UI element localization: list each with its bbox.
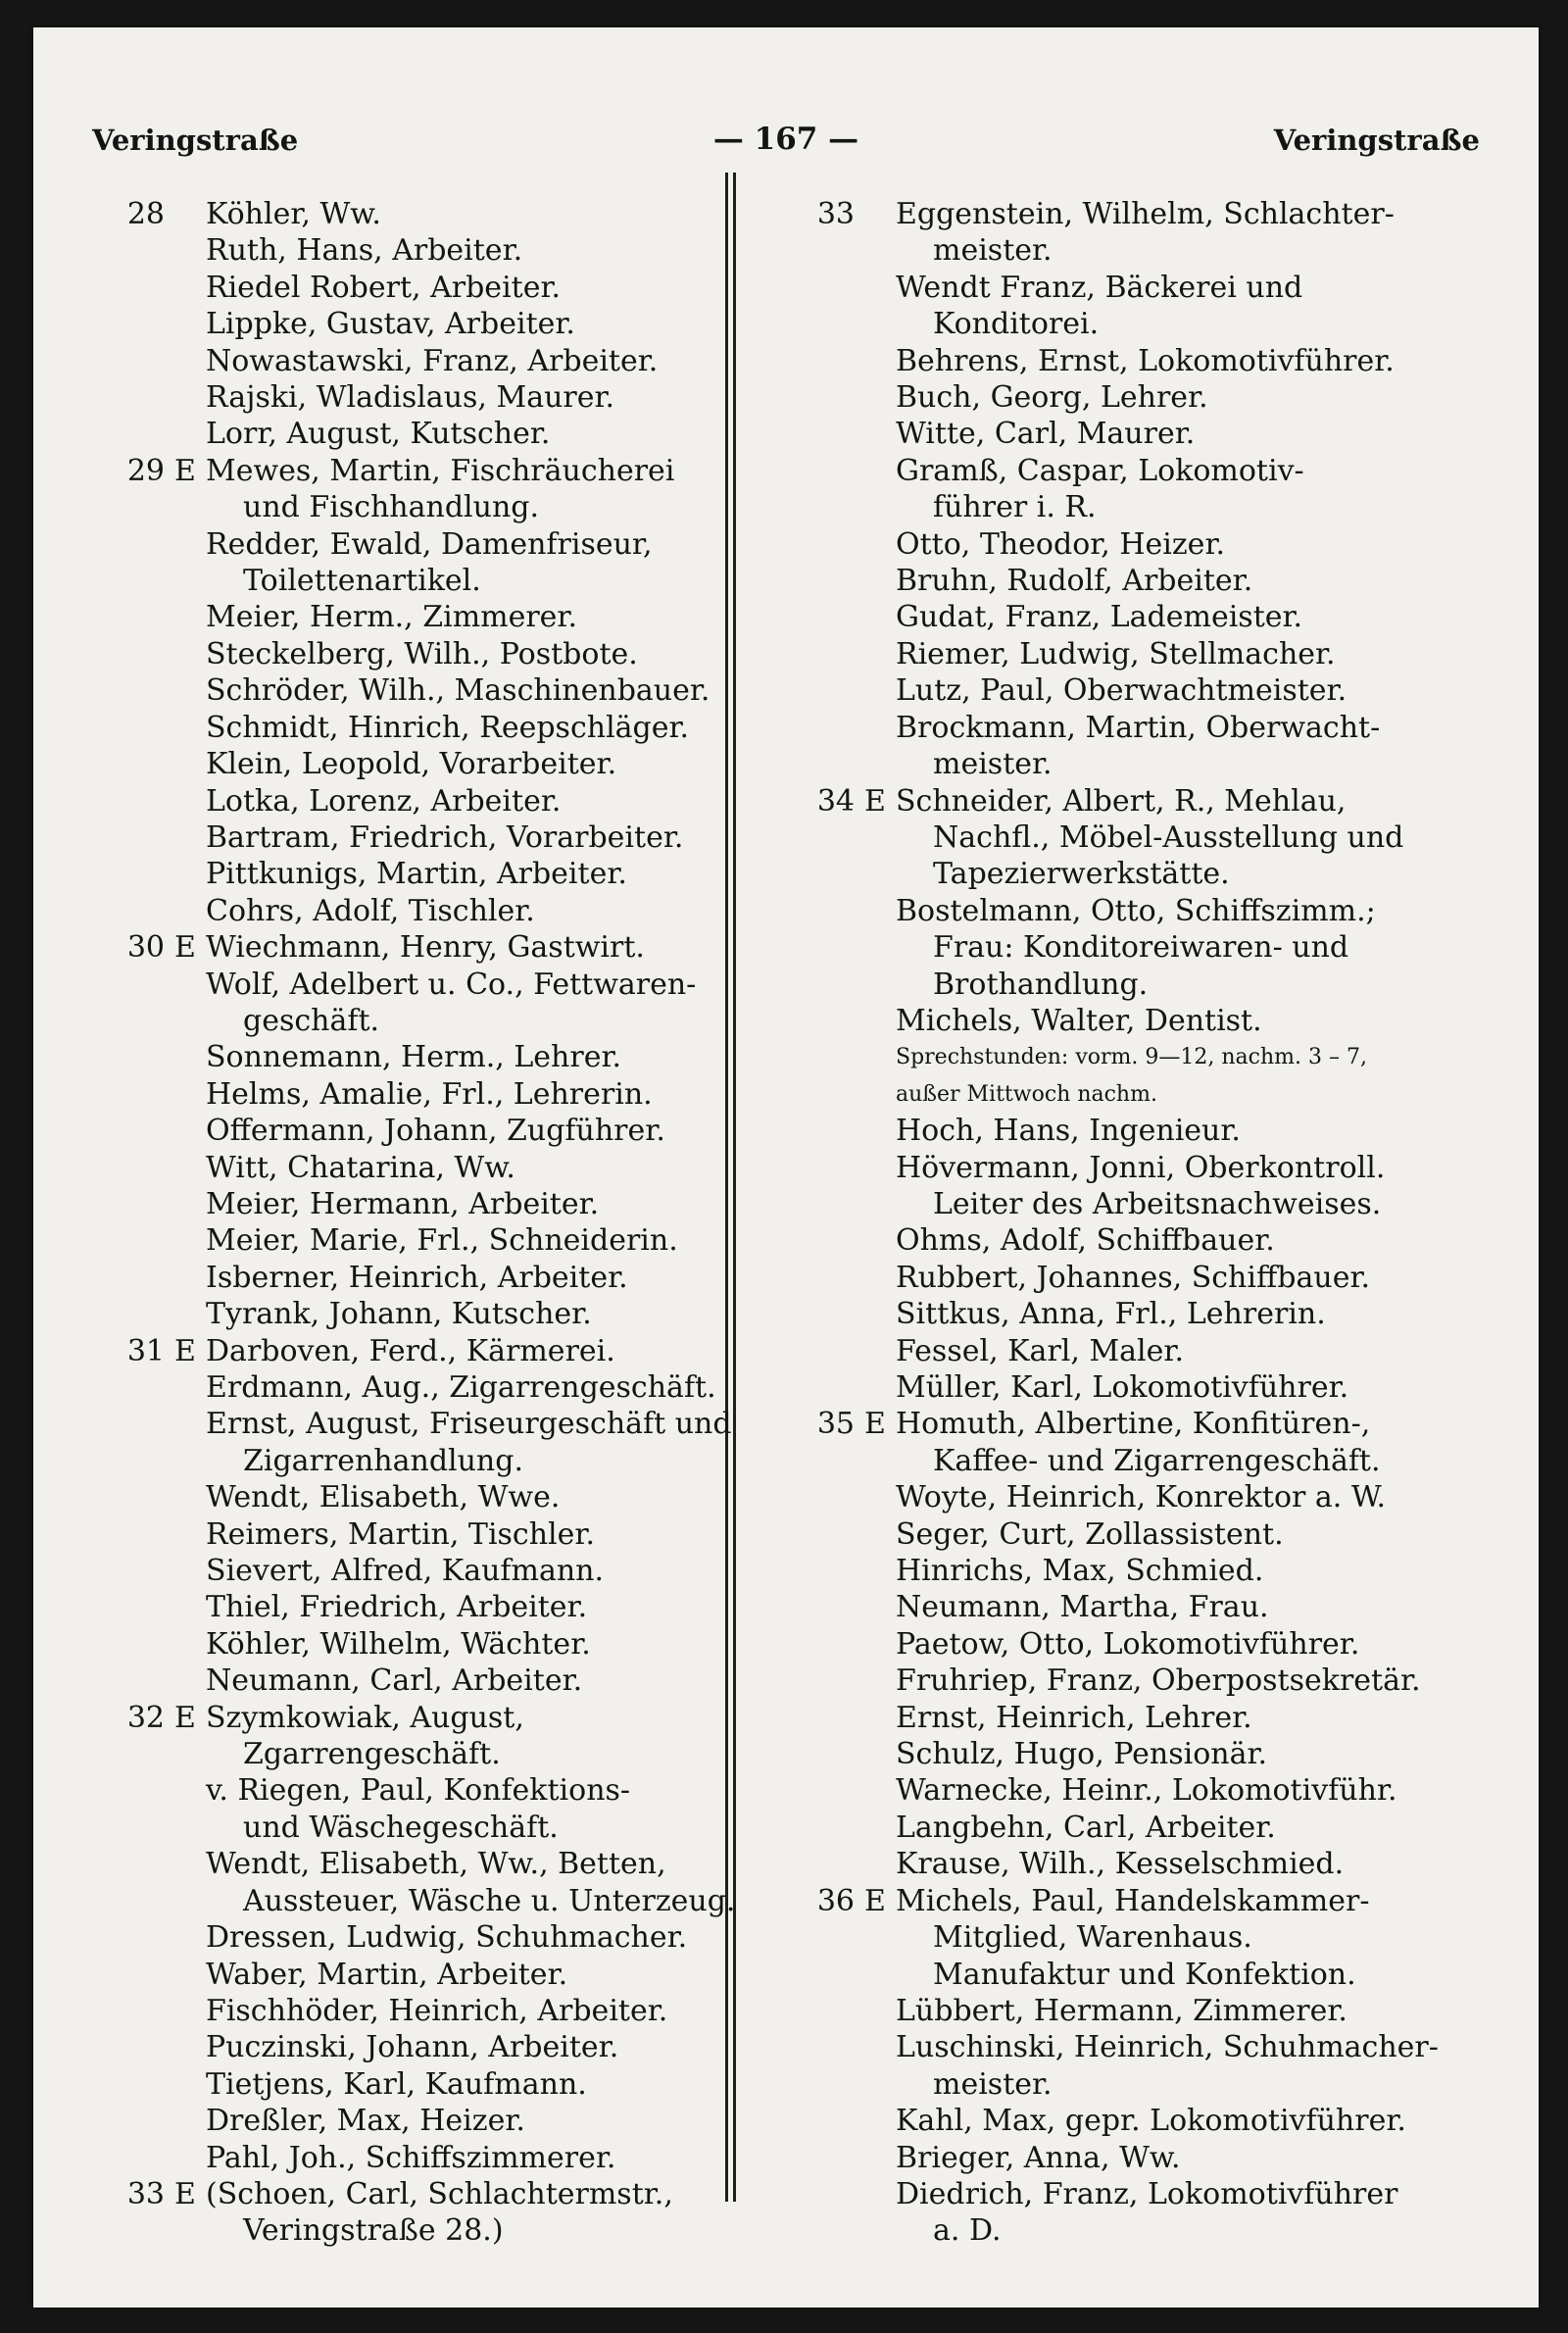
directory-entry [108, 1479, 755, 1515]
entry-line: Neumann, Martha, Frau. [896, 1590, 1269, 1625]
directory-entry [108, 636, 755, 672]
entry-line: (Schoen, Carl, Schlachtermstr., [206, 2176, 673, 2211]
entry-line: Toilettenartikel. [243, 564, 481, 599]
page-header [92, 114, 1480, 167]
entry-line: Langbehn, Carl, Arbeiter. [896, 1810, 1276, 1845]
entry-line: Schulz, Hugo, Pensionär. [896, 1737, 1268, 1772]
directory-entry [108, 2029, 755, 2065]
house-number: 34 [816, 783, 855, 819]
directory-entry [798, 599, 1484, 635]
house-number: 36 [816, 1883, 855, 1918]
entry-line: Zgarrengeschäft. [243, 1737, 501, 1772]
entry-line: Müller, Karl, Lokomotivführer. [896, 1370, 1349, 1405]
owner-marker: E [174, 930, 196, 966]
entry-line: Witte, Carl, Maurer. [896, 417, 1196, 452]
house-number: 30 [126, 930, 165, 966]
entry-line: führer i. R. [933, 490, 1097, 525]
directory-entry [108, 1406, 755, 1479]
header-street-left: Veringstraße [92, 124, 299, 157]
entry-line: Tietjens, Karl, Kaufmann. [206, 2066, 587, 2102]
header-street-right: Veringstraße [1273, 124, 1480, 157]
directory-entry [108, 893, 755, 929]
entry-line: Veringstraße 28.) [243, 2213, 504, 2249]
directory-entry [108, 967, 755, 1040]
directory-entry [798, 1700, 1484, 1736]
entry-line: Witt, Chatarina, Ww. [206, 1150, 515, 1185]
entry-line: Hinrichs, Max, Schmied. [896, 1554, 1264, 1589]
directory-entry [108, 1333, 755, 1369]
entry-line: und Fischhandlung. [243, 490, 540, 525]
entry-line: Bartram, Friedrich, Vorarbeiter. [206, 819, 684, 855]
entry-line: Ruth, Hans, Arbeiter. [206, 233, 523, 269]
entry-line: Helms, Amalie, Frl., Lehrerin. [206, 1076, 653, 1112]
entry-line: Wiechmann, Henry, Gastwirt. [206, 930, 645, 966]
directory-entry [798, 1406, 1484, 1479]
entry-line: Bostelmann, Otto, Schiffszimm.; [896, 893, 1376, 928]
entry-line: Dressen, Ludwig, Schuhmacher. [206, 1920, 688, 1956]
entry-line: Woyte, Heinrich, Konrektor a. W. [896, 1480, 1386, 1515]
entry-line: Schröder, Wilh., Maschinenbauer. [206, 673, 710, 709]
entry-line: Waber, Martin, Arbeiter. [206, 1957, 568, 1992]
entry-line: Warnecke, Heinr., Lokomotivführ. [896, 1773, 1397, 1809]
directory-entry [108, 1957, 755, 1993]
entry-line: Bruhn, Rudolf, Arbeiter. [896, 564, 1253, 599]
directory-entry [798, 343, 1484, 379]
entry-line: Meier, Marie, Frl., Schneiderin. [206, 1223, 678, 1259]
directory-entry [108, 1076, 755, 1113]
entry-line: Michels, Walter, Dentist. [896, 1003, 1262, 1038]
directory-entry [108, 1260, 755, 1296]
entry-line: Hoch, Hans, Ingenieur. [896, 1114, 1241, 1149]
directory-entry [108, 1296, 755, 1332]
entry-line: Lippke, Gustav, Arbeiter. [206, 307, 575, 342]
entry-line: Ernst, Heinrich, Lehrer. [896, 1700, 1252, 1735]
directory-entry [798, 1553, 1484, 1589]
entry-line: meister. [933, 747, 1053, 782]
entry-line: Fischhöder, Heinrich, Arbeiter. [206, 1993, 668, 2028]
directory-entry [108, 526, 755, 600]
directory-entry [798, 783, 1484, 893]
directory-entry [798, 453, 1484, 526]
entry-line: a. D. [933, 2213, 1002, 2249]
entry-line: Krause, Wilh., Kesselschmied. [896, 1847, 1345, 1882]
directory-entry [108, 2140, 755, 2176]
entry-line: Darboven, Ferd., Kärmerei. [206, 1333, 615, 1368]
entry-line: Wolf, Adelbert u. Co., Fettwaren- [206, 967, 697, 1002]
directory-entry [798, 1222, 1484, 1259]
entry-line: Szymkowiak, August, [206, 1700, 524, 1735]
entry-line: Gramß, Caspar, Lokomotiv- [896, 453, 1304, 488]
directory-entry [108, 196, 755, 232]
directory-entry [798, 563, 1484, 599]
entry-line: Wendt, Elisabeth, Wwe. [206, 1480, 561, 1515]
entry-line: Aussteuer, Wäsche u. Unterzeug. [243, 1883, 736, 1918]
directory-entry [798, 526, 1484, 563]
entry-line: Eggenstein, Wilhelm, Schlachter- [896, 197, 1395, 231]
directory-entry [108, 1993, 755, 2029]
entry-line: Isberner, Heinrich, Arbeiter. [206, 1260, 628, 1295]
directory-entry [108, 1772, 755, 1846]
owner-marker: E [174, 2176, 196, 2211]
entry-line: Otto, Theodor, Heizer. [896, 526, 1226, 562]
house-number: 33 [126, 2176, 165, 2211]
entry-line: Behrens, Ernst, Lokomotivführer. [896, 343, 1395, 378]
house-number: 32 [126, 1700, 165, 1735]
entry-line: Sonnemann, Herm., Lehrer. [206, 1040, 622, 1075]
directory-entry [798, 1810, 1484, 1846]
entry-line: Brieger, Anna, Ww. [896, 2140, 1181, 2175]
entry-line: Riemer, Ludwig, Stellmacher. [896, 636, 1336, 671]
directory-entry [108, 1919, 755, 1956]
directory-entry [108, 819, 755, 856]
entry-line: Pittkunigs, Martin, Arbeiter. [206, 857, 627, 892]
entry-line: Michels, Paul, Handelskammer- [896, 1883, 1370, 1918]
owner-marker: E [864, 1407, 886, 1442]
entry-line: Klein, Leopold, Vorarbeiter. [206, 747, 617, 782]
directory-entry [798, 1260, 1484, 1296]
directory-entry [108, 416, 755, 452]
directory-entry [108, 379, 755, 416]
entry-line: Brockmann, Martin, Oberwacht- [896, 710, 1381, 745]
house-number: 28 [126, 197, 165, 231]
entry-line: Lorr, August, Kutscher. [206, 417, 551, 452]
owner-marker: E [174, 1333, 196, 1368]
directory-entry [798, 1589, 1484, 1625]
entry-line: Paetow, Otto, Lokomotivführer. [896, 1626, 1360, 1662]
entry-line: Luschinski, Heinrich, Schuhmacher- [896, 2030, 1439, 2065]
directory-entry [798, 379, 1484, 416]
entry-line: Fessel, Karl, Maler. [896, 1333, 1184, 1368]
entry-line: Kahl, Max, gepr. Lokomotivführer. [896, 2104, 1406, 2139]
directory-entry [108, 1369, 755, 1406]
entry-line: Tapezierwerkstätte. [933, 857, 1230, 892]
entry-line: Pahl, Joh., Schiffszimmerer. [206, 2140, 616, 2175]
entry-line: Tyrank, Johann, Kutscher. [206, 1297, 592, 1332]
directory-entry [798, 1846, 1484, 1882]
entry-line: Lutz, Paul, Oberwachtmeister. [896, 673, 1348, 709]
directory-entry [108, 306, 755, 342]
directory-entry [798, 196, 1484, 270]
entry-line: Erdmann, Aug., Zigarrengeschäft. [206, 1370, 716, 1405]
entry-line: Lotka, Lorenz, Arbeiter. [206, 783, 562, 819]
entry-line: und Wäschegeschäft. [243, 1810, 559, 1845]
directory-entry [798, 1003, 1484, 1039]
directory-entry [108, 2176, 755, 2250]
directory-entry [798, 1663, 1484, 1699]
entry-line: Seger, Curt, Zollassistent. [896, 1516, 1284, 1552]
directory-entry [798, 636, 1484, 672]
entry-line: Meier, Herm., Zimmerer. [206, 600, 578, 635]
entry-line: Rajski, Wladislaus, Maurer. [206, 380, 615, 416]
entry-line: Schneider, Albert, R., Mehlau, [896, 783, 1347, 819]
owner-marker: E [174, 453, 196, 488]
directory-entry [798, 2140, 1484, 2176]
directory-page [33, 27, 1539, 2308]
entry-line: meister. [933, 2066, 1053, 2102]
directory-entry [108, 1222, 755, 1259]
left-column [108, 196, 755, 2250]
directory-entry [798, 672, 1484, 709]
entry-line: Hövermann, Jonni, Oberkontroll. [896, 1150, 1386, 1185]
entry-line: meister. [933, 233, 1053, 269]
entry-line: Manufaktur und Konfektion. [933, 1957, 1356, 1992]
entry-line: Neumann, Carl, Arbeiter. [206, 1663, 583, 1699]
entry-line: Offermann, Johann, Zugführer. [206, 1114, 665, 1149]
entry-line: Sprechstunden: vorm. 9—12, nachm. 3 – 7, [896, 1045, 1367, 1070]
directory-entry [798, 1479, 1484, 1515]
directory-entry [798, 416, 1484, 452]
directory-entry [108, 1186, 755, 1222]
entry-line: Konditorei. [933, 307, 1100, 342]
directory-entry [108, 2103, 755, 2139]
entry-line: Diedrich, Franz, Lokomotivführer [896, 2176, 1398, 2211]
entry-line: Leiter des Arbeitsnachweises. [933, 1186, 1382, 1221]
entry-line: Nachfl., Möbel-Ausstellung und [933, 819, 1404, 855]
directory-entry [798, 1993, 1484, 2029]
directory-entry [108, 2066, 755, 2103]
entry-line: Nowastawski, Franz, Arbeiter. [206, 343, 659, 378]
directory-entry [798, 270, 1484, 343]
owner-marker: E [174, 1700, 196, 1735]
house-number: 33 [816, 197, 855, 231]
directory-entry [108, 1846, 755, 1919]
entry-line: Köhler, Ww. [206, 197, 381, 231]
directory-entry [798, 1369, 1484, 1406]
entry-line: Zigarrenhandlung. [243, 1443, 523, 1478]
entry-line: Gudat, Franz, Lademeister. [896, 600, 1303, 635]
directory-entry [798, 2103, 1484, 2139]
directory-entry [108, 1113, 755, 1149]
directory-entry [108, 710, 755, 746]
entry-line: Fruhriep, Franz, Oberpostsekretär. [896, 1663, 1421, 1699]
directory-entry [798, 1150, 1484, 1223]
entry-line: Lübbert, Hermann, Zimmerer. [896, 1993, 1348, 2028]
entry-line: Wendt Franz, Bäckerei und [896, 270, 1303, 305]
directory-entry [108, 1626, 755, 1663]
directory-entry [798, 1516, 1484, 1553]
entry-line: Meier, Hermann, Arbeiter. [206, 1186, 600, 1221]
entry-line: v. Riegen, Paul, Konfektions- [206, 1773, 631, 1809]
owner-marker: E [864, 1883, 886, 1918]
directory-entry [798, 2029, 1484, 2103]
directory-entry [798, 1333, 1484, 1369]
directory-entry [108, 783, 755, 819]
entry-line: Riedel Robert, Arbeiter. [206, 270, 562, 305]
entry-line: Dreßler, Max, Heizer. [206, 2104, 525, 2139]
directory-entry [798, 1626, 1484, 1663]
directory-entry [108, 1553, 755, 1589]
directory-entry [798, 1772, 1484, 1809]
directory-entry [798, 1736, 1484, 1772]
entry-line: Sittkus, Anna, Frl., Lehrerin. [896, 1297, 1326, 1332]
directory-entry [108, 672, 755, 709]
entry-line: Mitglied, Warenhaus. [933, 1920, 1252, 1956]
entry-line: Ohms, Adolf, Schiffbauer. [896, 1223, 1275, 1259]
directory-entry [108, 599, 755, 635]
directory-entry [108, 746, 755, 782]
entry-line: Puczinski, Johann, Arbeiter. [206, 2030, 619, 2065]
entry-line: Cohrs, Adolf, Tischler. [206, 893, 535, 928]
directory-entry [108, 453, 755, 526]
directory-entry [108, 343, 755, 379]
entry-line: Redder, Ewald, Damenfriseur, [206, 526, 653, 562]
house-number: 29 [126, 453, 165, 488]
entry-line: Buch, Georg, Lehrer. [896, 380, 1208, 416]
entry-line: Steckelberg, Wilh., Postbote. [206, 636, 638, 671]
entry-line: Sievert, Alfred, Kaufmann. [206, 1554, 605, 1589]
directory-entry [108, 929, 755, 966]
directory-entry [108, 270, 755, 306]
entry-line: Mewes, Martin, Fischräucherei [206, 453, 675, 488]
directory-entry [108, 1589, 755, 1625]
entry-line: außer Mittwoch nachm. [896, 1081, 1157, 1107]
entry-line: Schmidt, Hinrich, Reepschläger. [206, 710, 690, 745]
entry-line: Rubbert, Johannes, Schiffbauer. [896, 1260, 1371, 1295]
directory-entry [108, 856, 755, 892]
office-hours-note [798, 1039, 1484, 1113]
directory-entry [108, 1700, 755, 1773]
entry-line: Ernst, August, Friseurgeschäft und [206, 1407, 732, 1442]
entry-line: Homuth, Albertine, Konfitüren-, [896, 1407, 1371, 1442]
page-number: — 167 — [712, 122, 859, 157]
house-number: 31 [126, 1333, 165, 1368]
entry-line: Wendt, Elisabeth, Ww., Betten, [206, 1847, 666, 1882]
entry-line: Thiel, Friedrich, Arbeiter. [206, 1590, 588, 1625]
directory-entry [798, 1883, 1484, 1993]
entry-line: Kaffee- und Zigarrengeschäft. [933, 1443, 1381, 1478]
directory-entry [108, 1516, 755, 1553]
directory-entry [798, 893, 1484, 1003]
entry-line: Brothandlung. [933, 967, 1149, 1002]
directory-entry [108, 1150, 755, 1186]
entry-line: Reimers, Martin, Tischler. [206, 1516, 595, 1552]
house-number: 35 [816, 1407, 855, 1442]
entry-line: Köhler, Wilhelm, Wächter. [206, 1626, 591, 1662]
directory-entry [798, 1113, 1484, 1149]
entry-line: Frau: Konditoreiwaren- und [933, 930, 1349, 966]
directory-entry [108, 1039, 755, 1075]
directory-entry [108, 1663, 755, 1699]
right-column [798, 196, 1484, 2250]
directory-entry [798, 1296, 1484, 1332]
directory-entry [798, 2176, 1484, 2250]
entry-line: geschäft. [243, 1003, 380, 1038]
owner-marker: E [864, 783, 886, 819]
directory-entry [798, 710, 1484, 783]
directory-entry [108, 232, 755, 269]
